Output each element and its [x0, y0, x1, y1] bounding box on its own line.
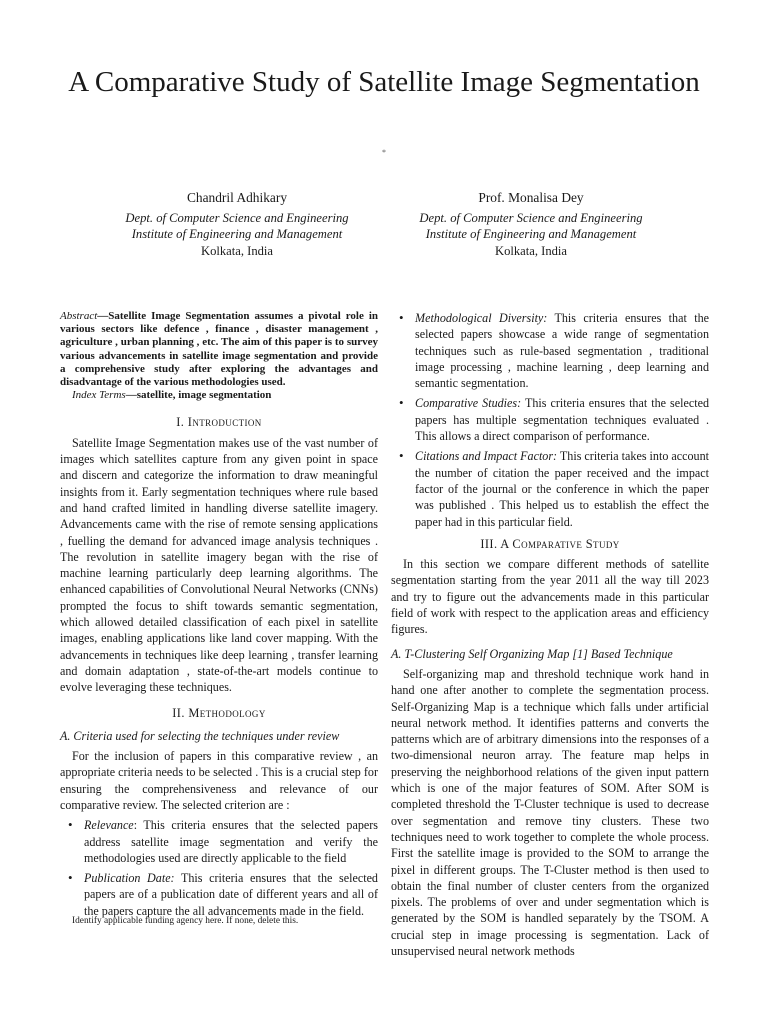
bullet-text: This criteria ensures that the selected papers address satellite image segmentation and verify the methodologies used are directly applicable to the field [84, 818, 378, 865]
section-heading-introduction: I. Introduction [176, 415, 262, 430]
index-terms-dash: — [125, 389, 137, 402]
bullet-text: This criteria ensures that the selected papers showcase a wide range of segmentation techniques such as rule-based segmentation , traditional image processing , machine learning , deep learning and semantic segmentation. [415, 311, 709, 391]
comparative-study-paragraph: In this section we compare different methods of satellite segmentation starting from the year 2011 all the way till 2023 and try to figure out the advancements made in this particular field of work with respect to the application areas and efficiency figures. [391, 557, 709, 637]
right-column [391, 310, 709, 959]
bullet-term: Relevance [84, 818, 134, 833]
methodology-paragraph: For the inclusion of papers in this comparative review , an appropriate criteria needs to be selected . This is a crucial step for ensuring the comprehensiveness and relevance of our comparative review. The selected criterion are : [60, 749, 378, 812]
bullet-text: This criteria ensures that the selected papers has multiple segmentation techniques evaluated . This allows a direct comparison of performance. [415, 396, 709, 444]
abstract [60, 310, 378, 389]
bullet-term: Comparative Studies: [415, 396, 522, 411]
list-item [60, 817, 378, 866]
bullet-text: This criteria ensures that the selected papers are of a publication date of different years and all of the papers capture the all advancements made in the field. [84, 871, 378, 918]
author-city: Kolkata, India [494, 243, 568, 258]
abstract-label: Abstract [60, 310, 98, 322]
author-name: Chandril Adhikary [186, 190, 288, 205]
criteria-list [60, 817, 378, 919]
author-institute: Institute of Engineering and Management [131, 227, 343, 241]
left-column [60, 310, 378, 923]
author-institute: Institute of Engineering and Management [425, 227, 637, 241]
bullet-sep: : [133, 818, 138, 833]
author-city: Kolkata, India [200, 243, 274, 258]
section-heading-comparative-study: III. A Comparative Study [480, 536, 620, 551]
bullet-term: Citations and Impact Factor: [415, 449, 558, 464]
bullet-text: This criteria takes into account the number of citation the paper received and the impact factor of the journal or the conference in which the paper was published . This helped us to establish the effect the paper had in this particular field. [415, 449, 709, 529]
subsection-heading-tsom: A. T-Clustering Self Organizing Map [1] Based Technique [391, 646, 673, 661]
introduction-paragraph: Satellite Image Segmentation makes use of the vast number of images which satellites capture from any given point in space and discern and categorize the information to draw meaningful insights from it. Early segmentation techniques where rule based and hand crafted limited in handling diverse satellite imagery. Advancements came with the rise of remote sensing applications , fuelling the demand for advanced image analysis techniques . The revolution in satellite imagery began with the rise of machine learning particularly deep learning algorithms. The enhanced capabilities of Convolutional Neural Networks (CNNs) prompted the focus to shift towards semantic segmentation, which allowed detailed classification of each pixel in satellite images, enabling applications like land cover mapping. With the advancements in techniques like deep learning , transfer learning and domain adaptation , state-of-the-art models continue to evolve leveraging these techniques. [60, 435, 378, 695]
index-terms-label: Index Terms [72, 389, 126, 402]
author-block-2 [366, 190, 696, 259]
tsom-paragraph: Self-organizing map and threshold technique work hand in hand one after another to complete the segmentation process. Self-Organizing Map is a technique which falls under artificial neural network method. It identifies patterns and converts the patterns which are of arbitrary dimensions into the responses of a two-dimensional neuron array. The feature map helps in preserving the neighborhood relations of the given input pattern which is one of the major features of SOM. After SOM is completed threshold the T-Cluster technique is used to decrease over segmentation and remove tiny clusters. These two techniques need to work together to complete the whole process. First the satellite image is provided to the SOM to arrange the pixel in different groups. The T-Cluster method is then used to obtain the final number of cluster centers from the organized pixels. The problems of over and under segmentation which is generated by the SOM is handled separately by the TSOM. A crucial step in image processing is segmentation. Lack of unsupervised neural network methods [391, 666, 709, 958]
subsection-heading-criteria: A. Criteria used for selecting the techniques under review [60, 728, 340, 743]
list-item [60, 870, 378, 919]
author-name: Prof. Monalisa Dey [478, 190, 584, 205]
list-item [391, 310, 709, 391]
bullet-term: Publication Date: [84, 871, 175, 886]
author-department: Dept. of Computer Science and Engineering [419, 210, 643, 225]
index-terms [60, 389, 378, 402]
funding-footnote: Identify applicable funding agency here. If none, delete this. [72, 916, 299, 926]
list-item [391, 395, 709, 444]
abstract-text: Satellite Image Segmentation assumes a pivotal role in various sectors like defence , finance , disaster management , agriculture , urban planning , etc. The aim of this paper is to survey various advancements in satellite image segmentation and provide a comprehensive study after exploring the advantages and disadvantage of the various methodologies used. [60, 310, 378, 389]
title-footnote-mark: * [382, 148, 386, 157]
bullet-term: Methodological Diversity: [415, 311, 548, 325]
paper-title: A Comparative Study of Satellite Image Segmentation [68, 66, 700, 98]
abstract-dash: — [97, 310, 109, 322]
index-terms-text: satellite, image segmentation [136, 389, 272, 402]
criteria-list-continued [391, 310, 709, 530]
author-department: Dept. of Computer Science and Engineering [125, 210, 349, 225]
author-block-1 [72, 190, 402, 259]
section-heading-methodology: II. Methodology [172, 706, 266, 721]
list-item [391, 448, 709, 529]
